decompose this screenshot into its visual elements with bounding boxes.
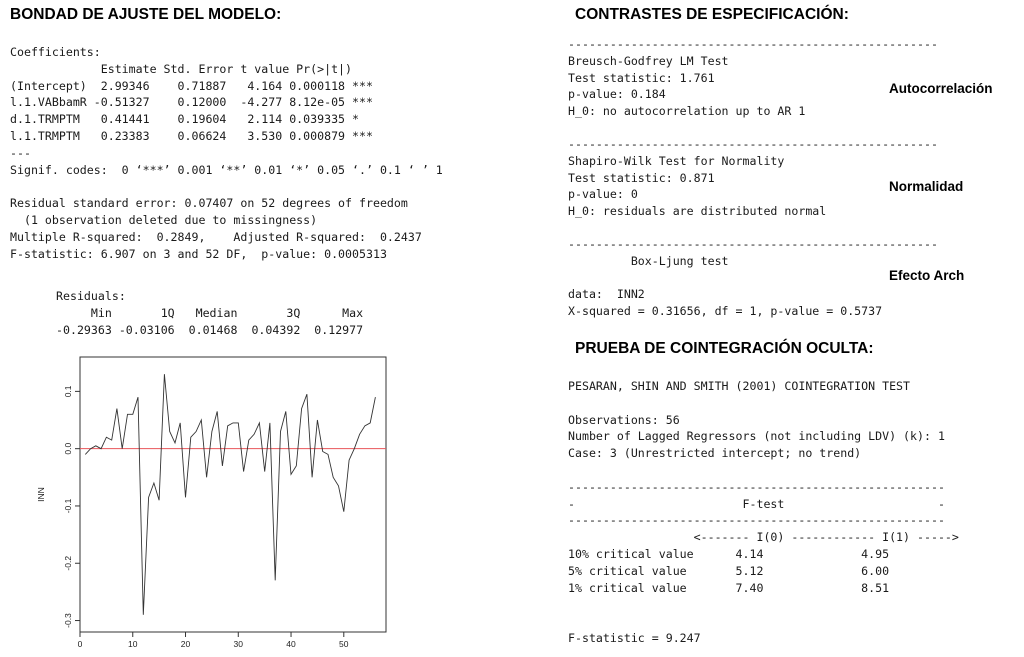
output-line: Shapiro-Wilk Test for Normality	[568, 153, 785, 168]
output-line: Box-Ljung test	[568, 253, 729, 268]
y-tick-label: 0.1	[63, 385, 73, 398]
pss-cointegration-output	[568, 378, 959, 647]
output-line: Coefficients:	[10, 45, 101, 59]
residual-series-line	[85, 374, 375, 615]
residuals-line-chart	[30, 352, 400, 652]
output-line: d.1.TRMPTM 0.41441 0.19604 2.114 0.039335 *	[10, 112, 373, 127]
output-line: Signif. codes: 0 ‘***’ 0.001 ‘**’ 0.01 ‘*’ 0.05 ‘.’ 0.1 ‘ ’ 1	[10, 162, 443, 177]
output-line: <------- I(0) ------------ I(1) ----->	[568, 530, 959, 545]
separator-rule: -----------------------------------------------------	[568, 37, 938, 51]
output-line: ------------------------------------------------------	[568, 513, 945, 528]
output-line: Test statistic: 0.871	[568, 170, 715, 185]
output-line: l.1.VABbamR -0.51327 0.12000 -4.277 8.12e-05 ***	[10, 95, 373, 110]
output-line: 10% critical value 4.14 4.95	[568, 546, 890, 561]
output-line	[568, 270, 938, 287]
output-line: F-statistic: 6.907 on 3 and 52 DF, p-value: 0.0005313	[10, 246, 387, 261]
output-line: Breusch-Godfrey LM Test	[568, 53, 729, 68]
regression-summary	[10, 44, 443, 262]
output-line: (1 observation deleted due to missingness)	[10, 212, 318, 227]
output-line: Case: 3 (Unrestricted intercept; no trend)	[568, 446, 862, 461]
output-line	[568, 395, 959, 412]
output-line: Observations: 56	[568, 412, 680, 427]
separator-rule: -----------------------------------------------------	[568, 137, 938, 151]
output-line: Test statistic: 1.761	[568, 70, 715, 85]
x-tick-label: 50	[339, 639, 349, 649]
output-line: 1% critical value 7.40 8.51	[568, 580, 890, 595]
x-tick-label: 10	[128, 639, 138, 649]
output-line: X-squared = 0.31656, df = 1, p-value = 0.5737	[568, 304, 883, 319]
label-normalidad: Normalidad	[889, 179, 964, 194]
output-line: Multiple R-squared: 0.2849, Adjusted R-squared: 0.2437	[10, 229, 429, 244]
output-line: Min 1Q Median 3Q Max	[56, 305, 371, 320]
residuals-summary	[56, 288, 370, 338]
label-autocorrelacion: Autocorrelación	[889, 81, 993, 96]
output-line	[568, 613, 959, 630]
output-line: ---	[10, 145, 31, 160]
output-line	[10, 178, 443, 195]
output-line: (Intercept) 2.99346 0.71887 4.164 0.000118 ***	[10, 78, 373, 93]
output-line: - F-test -	[568, 496, 945, 511]
label-efecto-arch: Efecto Arch	[889, 268, 965, 283]
output-line: p-value: 0.184	[568, 87, 666, 102]
y-tick-label: 0.0	[63, 442, 73, 455]
output-line: PESARAN, SHIN AND SMITH (2001) COINTEGRATION TEST	[568, 379, 911, 393]
output-line	[568, 596, 959, 613]
output-line: ------------------------------------------------------	[568, 479, 945, 494]
y-tick-label: -0.1	[63, 498, 73, 514]
separator-rule: -----------------------------------------------------	[568, 237, 938, 251]
x-tick-label: 0	[77, 639, 83, 649]
breusch-godfrey-output	[568, 36, 938, 120]
model-fit-title: BONDAD DE AJUSTE DEL MODELO:	[10, 6, 282, 23]
x-tick-label: 40	[286, 639, 296, 649]
output-line: data: INN2	[568, 287, 645, 302]
output-line: -0.29363 -0.03106 0.01468 0.04392 0.12977	[56, 322, 371, 337]
output-line: Residuals:	[56, 289, 126, 303]
box-ljung-output	[568, 236, 938, 320]
x-tick-label: 30	[233, 639, 244, 649]
y-axis-label: INN	[36, 487, 46, 502]
output-line: Estimate Std. Error t value Pr(>|t|)	[10, 61, 380, 76]
output-line: p-value: 0	[568, 187, 638, 202]
output-line: F-statistic = 9.247	[568, 630, 701, 645]
output-line: 5% critical value 5.12 6.00	[568, 563, 890, 578]
output-line: l.1.TRMPTM 0.23383 0.06624 3.530 0.000879 ***	[10, 128, 373, 143]
output-line	[568, 462, 959, 479]
spec-tests-title: CONTRASTES DE ESPECIFICACIÓN:	[575, 6, 849, 23]
output-line: Number of Lagged Regressors (not including LDV) (k): 1	[568, 429, 945, 444]
x-tick-label: 20	[180, 639, 191, 649]
output-line: H_0: no autocorrelation up to AR 1	[568, 104, 806, 119]
cointegration-title: PRUEBA DE COINTEGRACIÓN OCULTA:	[575, 340, 874, 357]
output-line: Residual standard error: 0.07407 on 52 degrees of freedom	[10, 196, 408, 211]
y-tick-label: -0.2	[63, 555, 73, 571]
y-tick-label: -0.3	[63, 613, 73, 628]
shapiro-wilk-output	[568, 136, 938, 220]
output-line: H_0: residuals are distributed normal	[568, 204, 827, 219]
